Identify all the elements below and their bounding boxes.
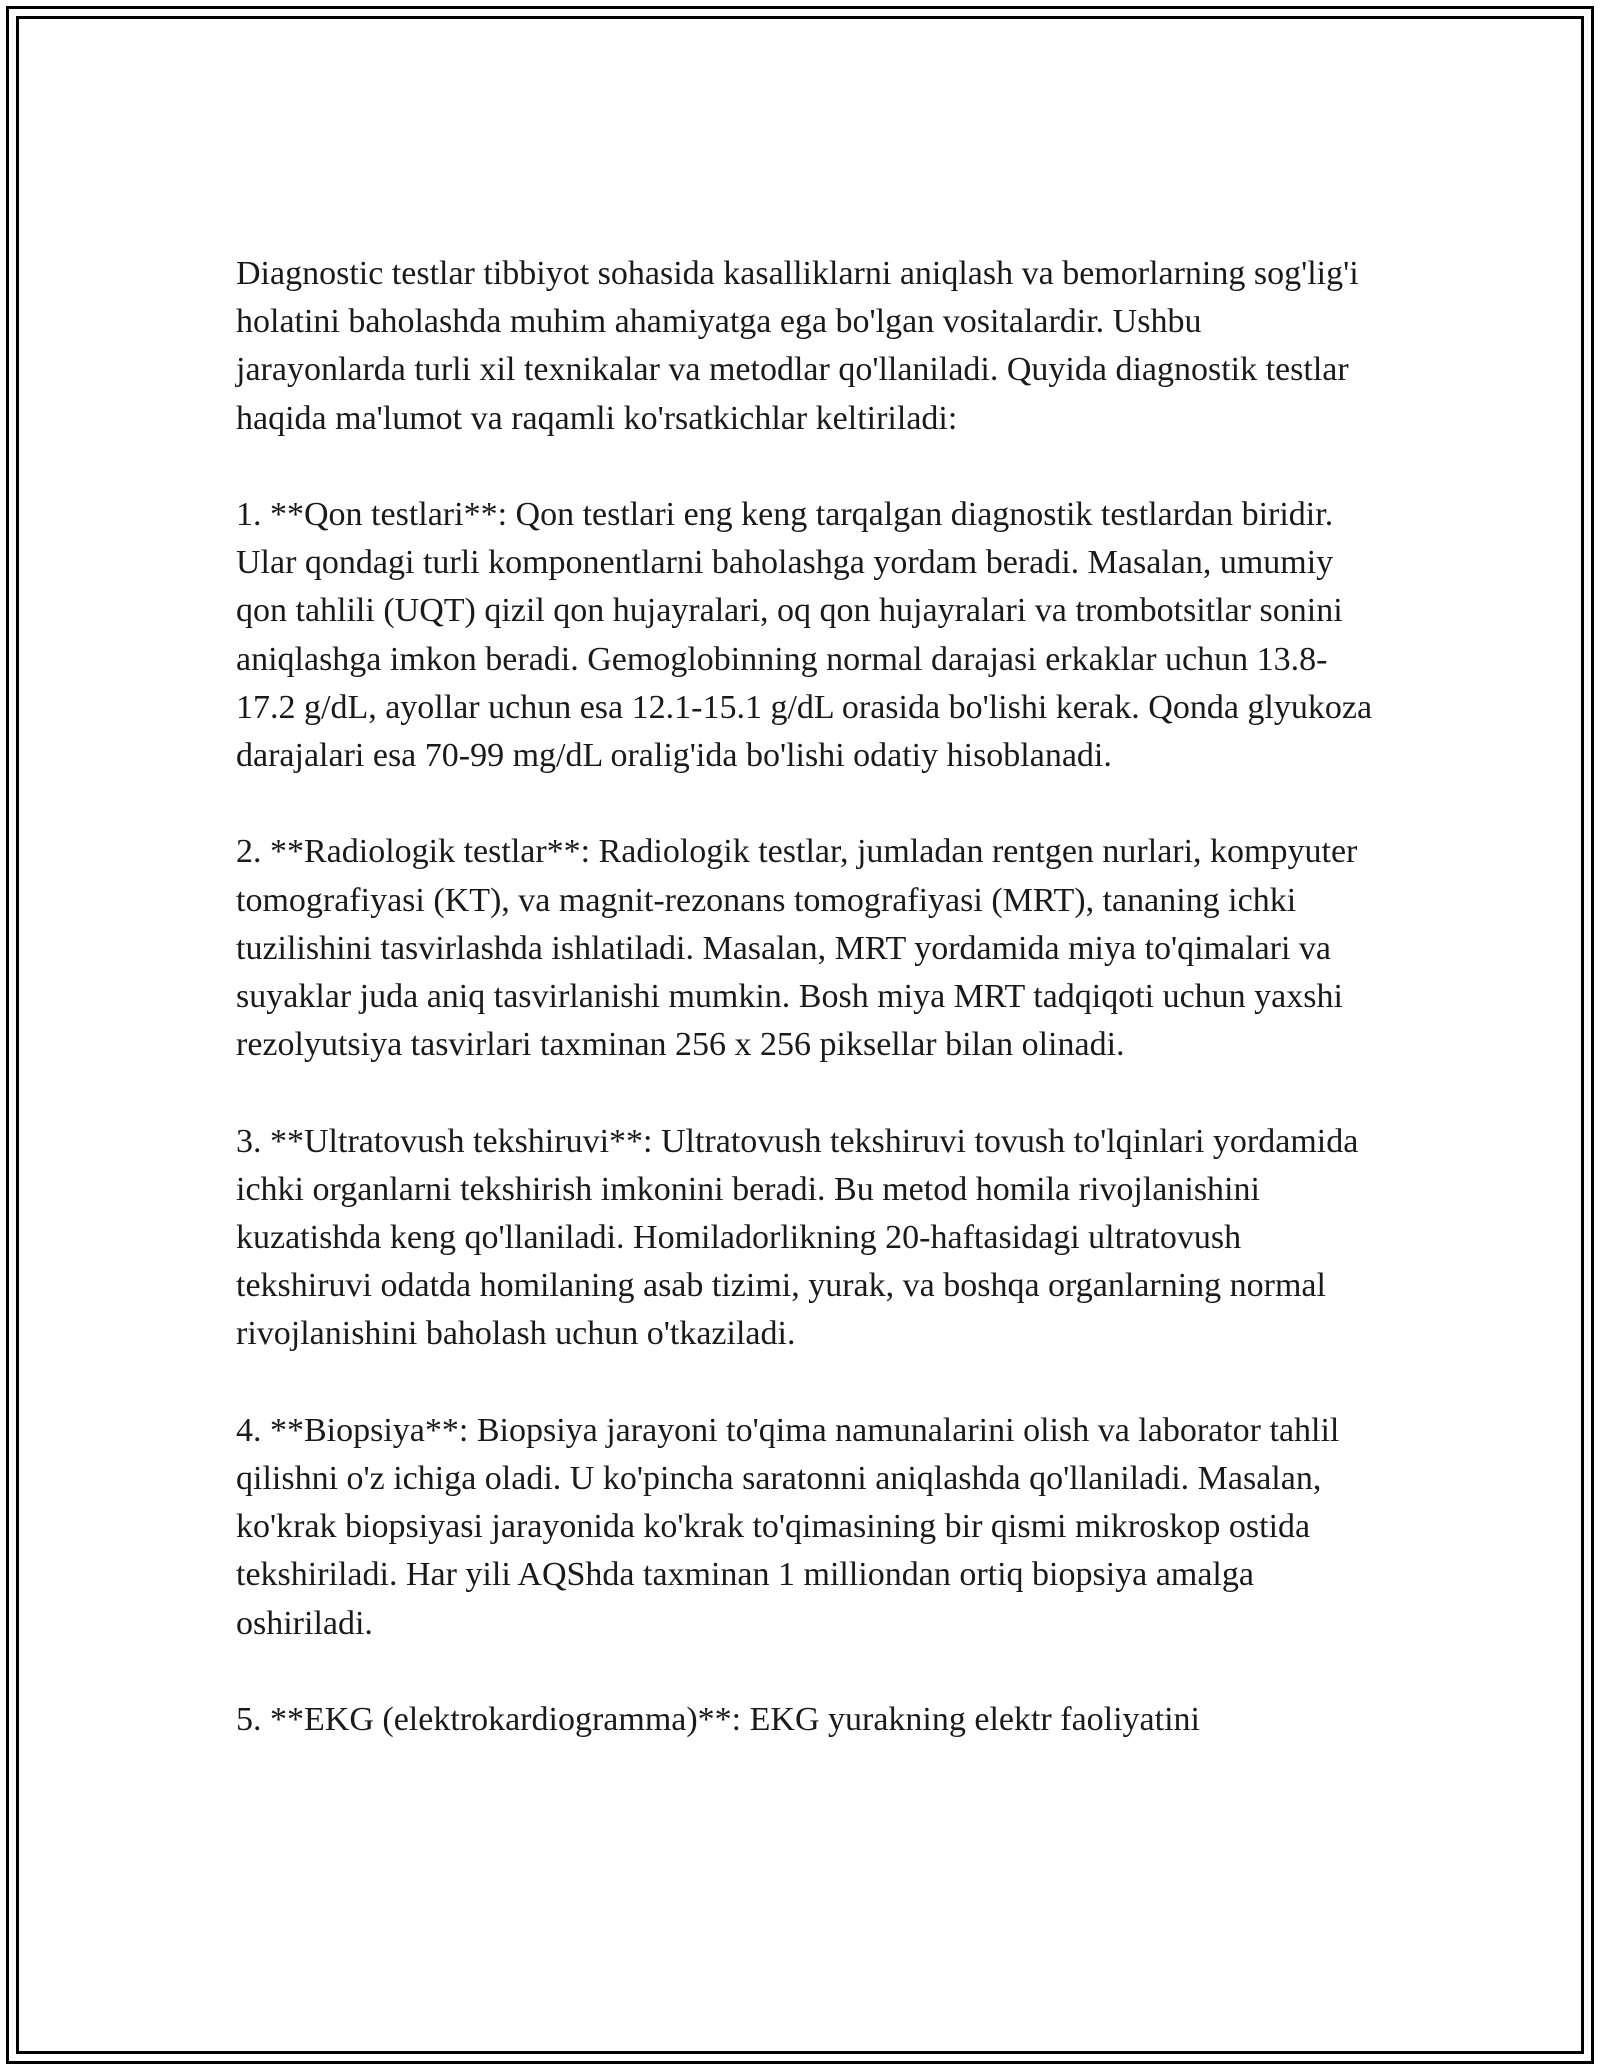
biopsy-paragraph: 4. **Biopsiya**: Biopsiya jarayoni to'qima namunalarini olish va laborator tahlil qilishni o'z ichiga oladi. U ko'pincha saratonni aniqlashda qo'llaniladi. Masalan, ko'krak biopsiyasi jarayonida ko'krak to'qimasining bir qismi mikroskop ostida tekshiriladi. Har yili AQShda taxminan 1 milliondan ortiq biopsiya amalga oshiriladi. xyxy=(236,1411,1340,1642)
document-body xyxy=(236,250,1376,1792)
blood-tests-paragraph: 1. **Qon testlari**: Qon testlari eng keng tarqalgan diagnostik testlardan biridir. Ular qondagi turli komponentlarni baholashga yordam beradi. Masalan, umumiy qon tahlili (UQT) qizil qon hujayralari, oq qon hujayralari va trombotsitlar sonini aniqlashga imkon beradi. Gemoglobinning normal darajasi erkaklar uchun 13.8-17.2 g/dL, ayollar uchun esa 12.1-15.1 g/dL orasida bo'lishi kerak. Qonda glyukoza darajalari esa 70-99 mg/dL oralig'ida bo'lishi odatiy hisoblanadi. xyxy=(236,496,1373,775)
intro-paragraph: Diagnostic testlar tibbiyot sohasida kasalliklarni aniqlash va bemorlarning sog'lig'i holatini baholashda muhim ahamiyatga ega bo'lgan vositalardir. Ushbu jarayonlarda turli xil texnikalar va metodlar qo'llaniladi. Quyida diagnostik testlar haqida ma'lumot va raqamli ko'rsatkichlar keltiriladi: xyxy=(236,255,1359,437)
ekg-paragraph: 5. **EKG (elektrokardiogramma)**: EKG yurakning elektr faoliyatini xyxy=(236,1701,1200,1739)
radiology-tests-paragraph: 2. **Radiologik testlar**: Radiologik testlar, jumladan rentgen nurlari, kompyuter tomografiyasi (KT), va magnit-rezonans tomografiyasi (MRT), tananing ichki tuzilishini tasvirlashda ishlatiladi. Masalan, MRT yordamida miya to'qimalari va suyaklar juda aniq tasvirlanishi mumkin. Bosh miya MRT tadqiqoti uchun yaxshi rezolyutsiya tasvirlari taxminan 256 x 256 piksellar bilan olinadi. xyxy=(236,833,1358,1064)
ultrasound-paragraph: 3. **Ultratovush tekshiruvi**: Ultratovush tekshiruvi tovush to'lqinlari yordamida ichki organlarni tekshirish imkonini beradi. Bu metod homila rivojlanishini kuzatishda keng qo'llaniladi. Homiladorlikning 20-haftasidagi ultratovush tekshiruvi odatda homilaning asab tizimi, yurak, va boshqa organlarning normal rivojlanishini baholash uchun o'tkaziladi. xyxy=(236,1122,1359,1353)
